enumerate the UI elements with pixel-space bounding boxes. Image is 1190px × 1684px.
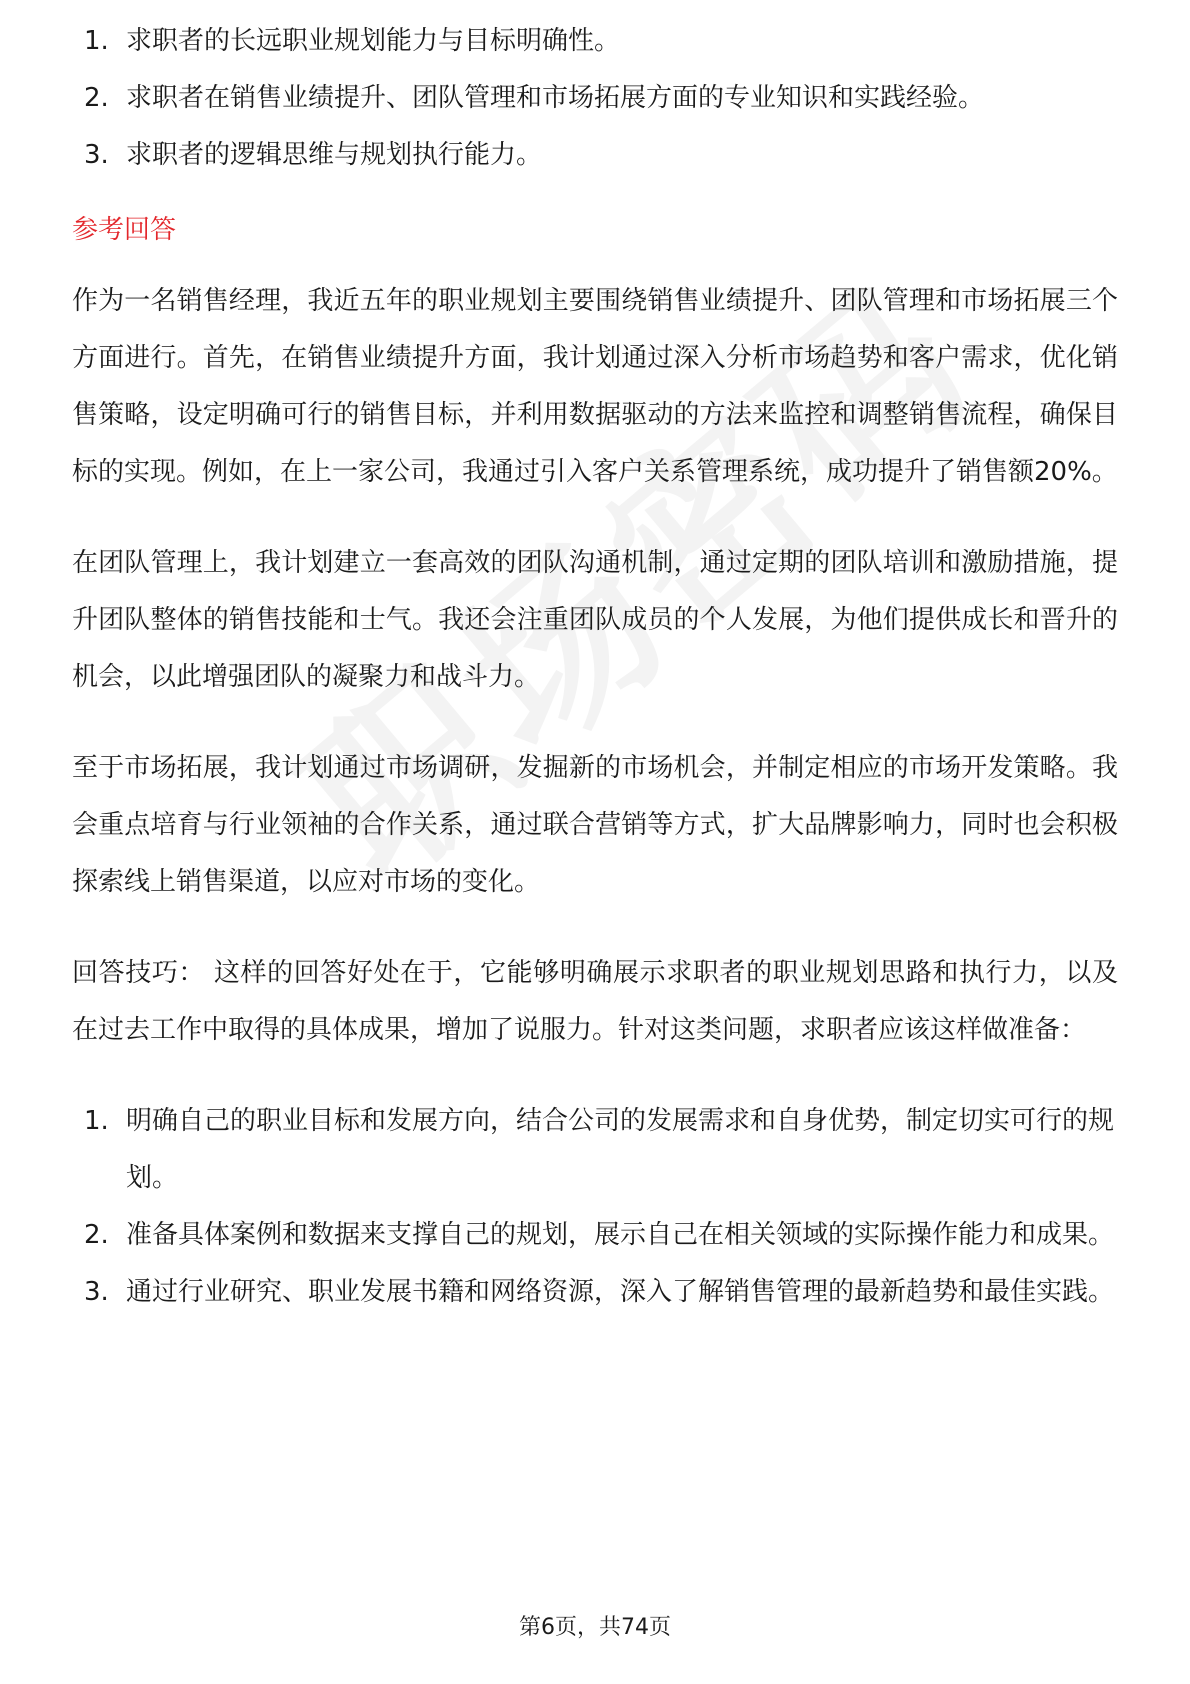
page-footer: 第6页，共74页 bbox=[519, 1615, 671, 1640]
paragraph: 回答技巧： 这样的回答好处在于，它能够明确展示求职者的职业规划思路和执行力，以及在过去工作中取得的具体成果，增加了说服力。针对这类问题，求职者应该这样做准备： bbox=[72, 958, 1118, 1045]
list-text: 准备具体案例和数据来支撑自己的规划，展示自己在相关领域的实际操作能力和成果。 bbox=[126, 1220, 1115, 1250]
list-number: 1. bbox=[84, 26, 109, 56]
list-text: 求职者的逻辑思维与规划执行能力。 bbox=[126, 140, 543, 170]
list-number: 1. bbox=[84, 1106, 109, 1136]
clipped-list-item bbox=[72, 22, 1118, 70]
page-content bbox=[72, 22, 1118, 1321]
list-text: 求职者在销售业绩提升、团队管理和市场拓展方面的专业知识和实践经验。 bbox=[126, 83, 985, 113]
list-text: 求职者的长远职业规划能力与目标明确性。 bbox=[126, 26, 621, 56]
paragraph: 在团队管理上，我计划建立一套高效的团队沟通机制，通过定期的团队培训和激励措施，提升团队整体的销售技能和士气。我还会注重团队成员的个人发展，为他们提供成长和晋升的机会，以此增强团队的凝聚力和战斗力。 bbox=[72, 548, 1118, 692]
list-item bbox=[72, 1093, 1118, 1207]
tips-list bbox=[72, 1093, 1118, 1321]
paragraph: 至于市场拓展，我计划通过市场调研，发掘新的市场机会，并制定相应的市场开发策略。我会重点培育与行业领袖的合作关系，通过联合营销等方式，扩大品牌影响力，同时也会积极探索线上销售渠道，以应对市场的变化。 bbox=[72, 753, 1118, 897]
list-number: 2. bbox=[84, 83, 109, 113]
paragraph: 作为一名销售经理，我近五年的职业规划主要围绕销售业绩提升、团队管理和市场拓展三个方面进行。首先，在销售业绩提升方面，我计划通过深入分析市场趋势和客户需求，优化销售策略，设定明确可行的销售目标，并利用数据驱动的方法来监控和调整销售流程，确保目标的实现。例如，在上一家公司，我通过引入客户关系管理系统，成功提升了销售额20%。 bbox=[72, 286, 1118, 487]
list-number: 3. bbox=[84, 1277, 109, 1307]
list-item bbox=[72, 127, 1118, 184]
section-title: 参考回答 bbox=[72, 215, 177, 245]
list-number: 2. bbox=[84, 1220, 109, 1250]
list-text: 明确自己的职业目标和发展方向，结合公司的发展需求和自身优势，制定切实可行的规划。 bbox=[126, 1106, 1115, 1193]
list-item bbox=[72, 1207, 1118, 1264]
list-item bbox=[72, 1264, 1118, 1321]
list-text: 通过行业研究、职业发展书籍和网络资源，深入了解销售管理的最新趋势和最佳实践。 bbox=[126, 1277, 1115, 1307]
criteria-list bbox=[72, 70, 1118, 184]
list-item bbox=[72, 70, 1118, 127]
list-item bbox=[72, 22, 1118, 70]
list-number: 3. bbox=[84, 140, 109, 170]
